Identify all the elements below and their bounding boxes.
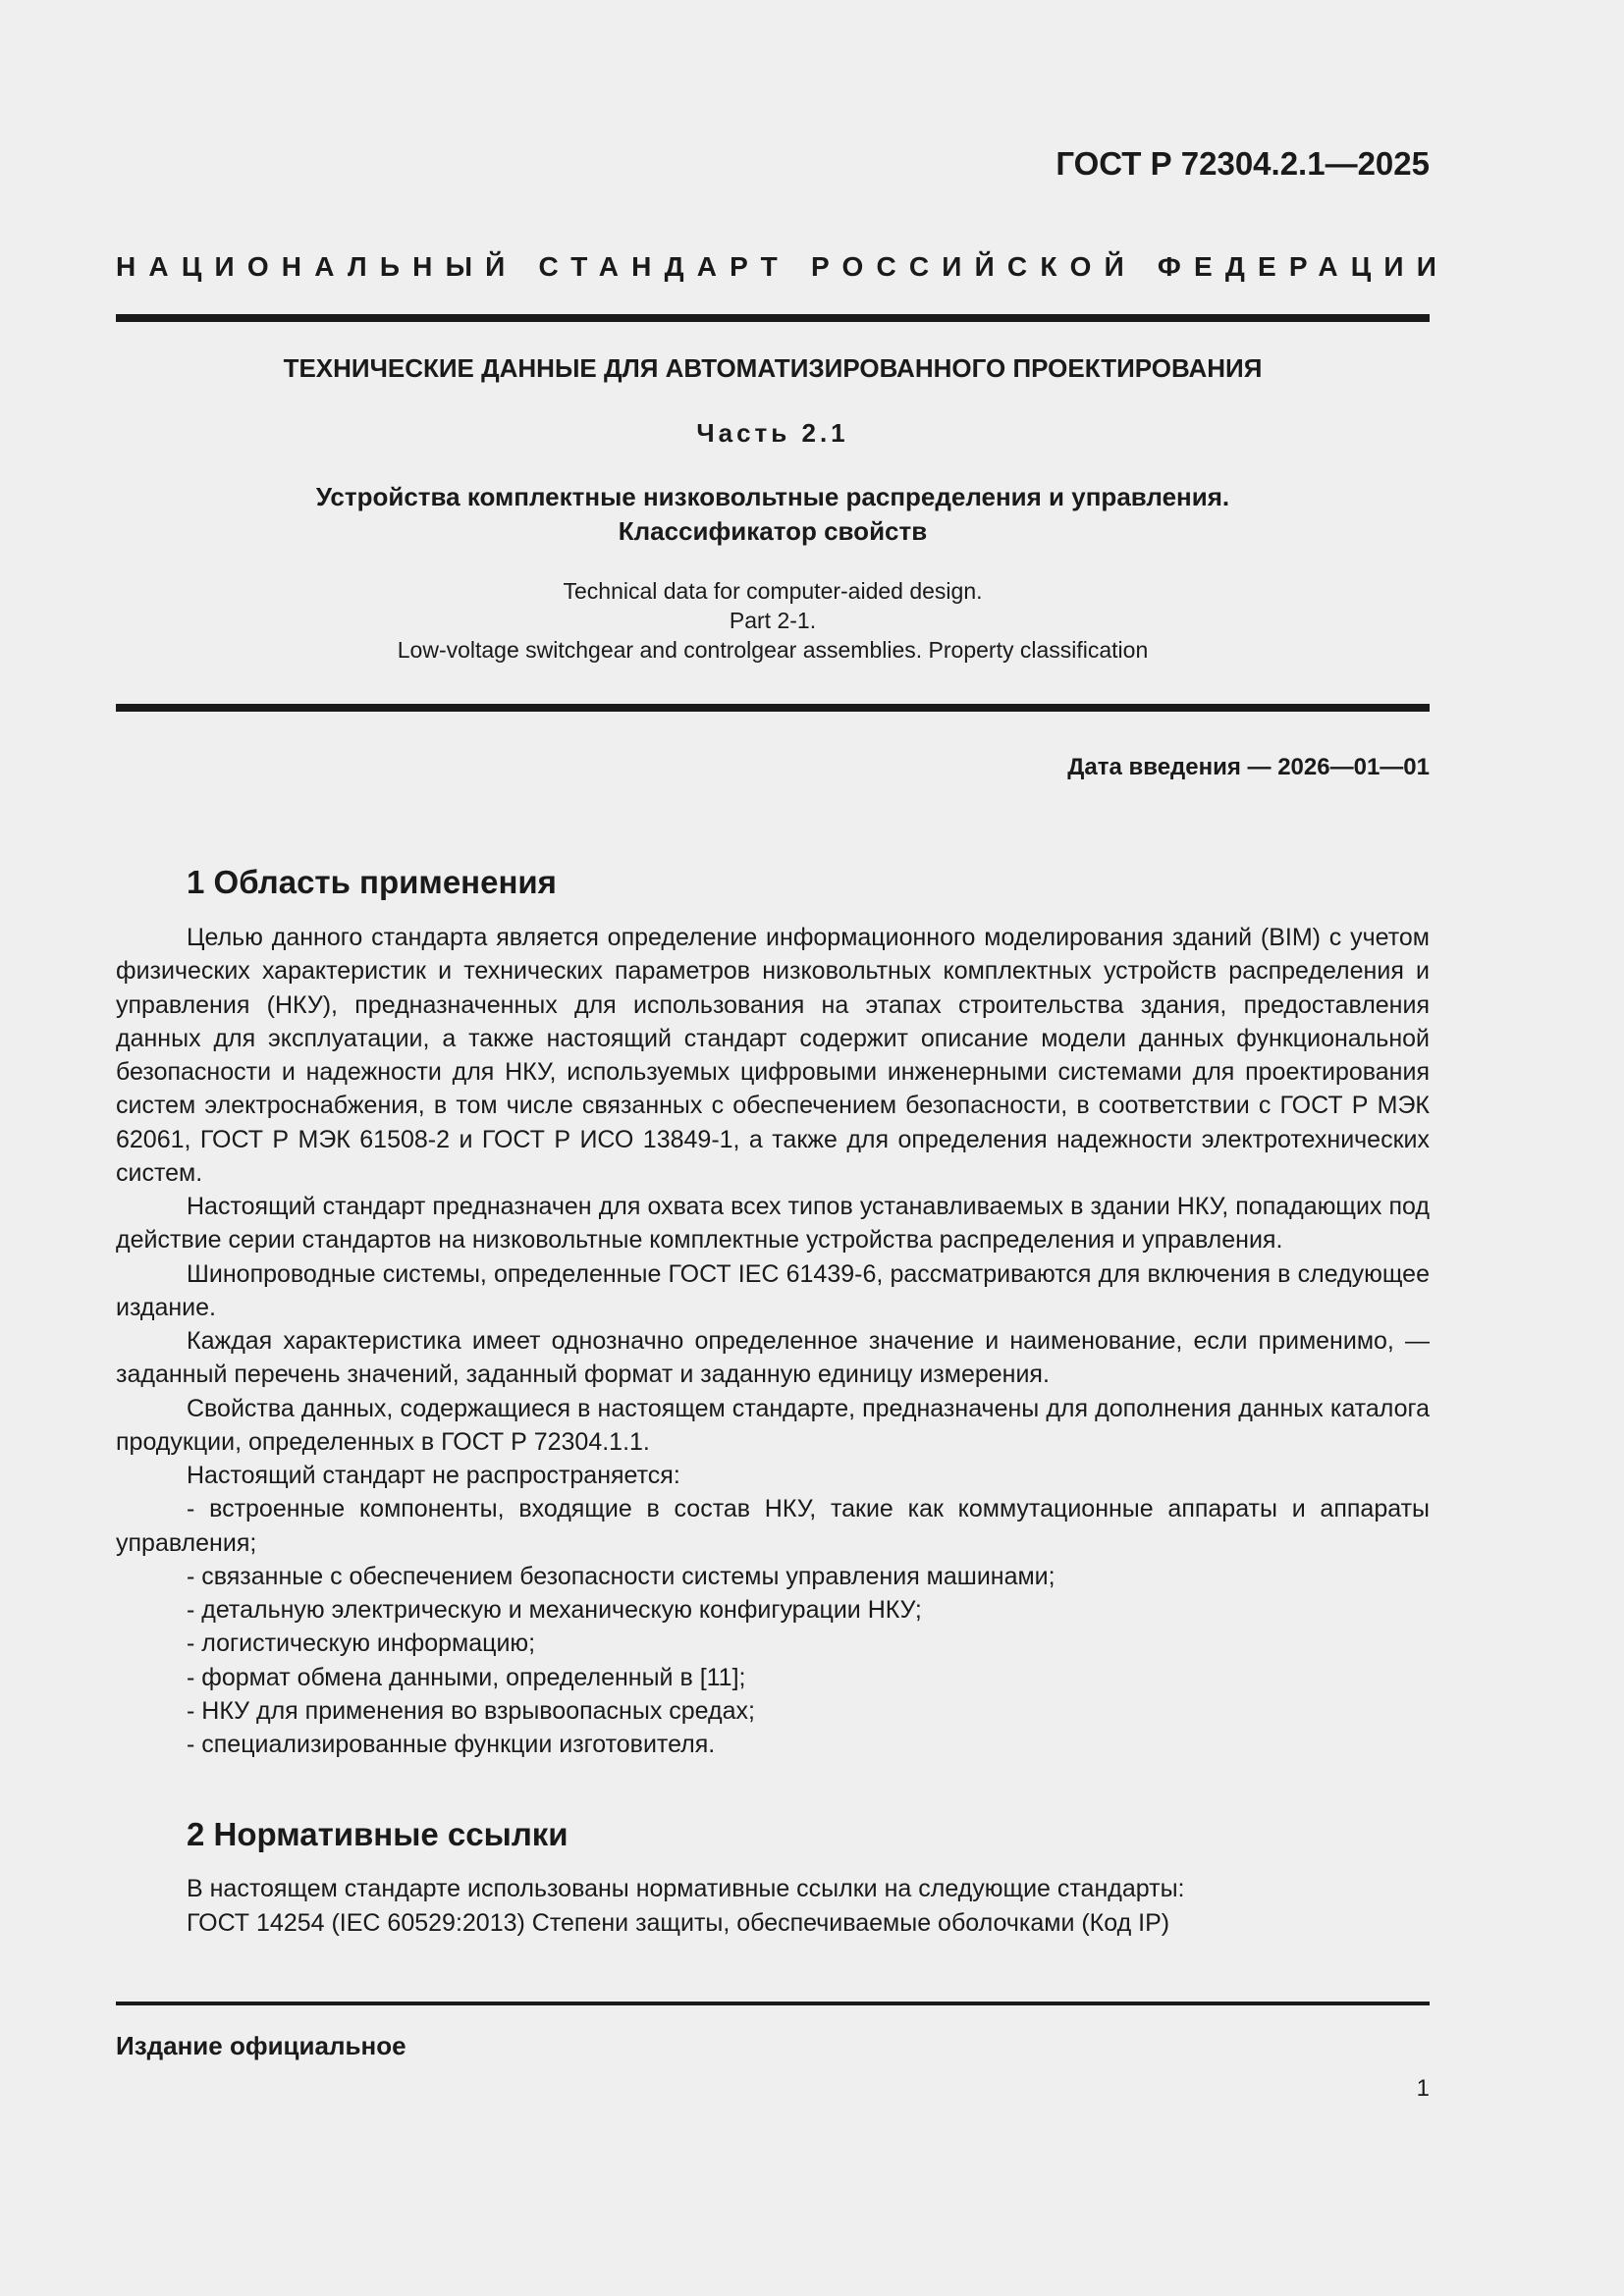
subtitle-line-2: Классификатор свойств <box>618 516 928 546</box>
section-1-heading: 1 Область применения <box>187 864 557 900</box>
english-title-line-2: Part 2-1. <box>729 608 817 633</box>
exclusion-item: - формат обмена данными, определенный в [11]; <box>187 1663 746 1691</box>
exclusion-item: - логистическую информацию; <box>187 1629 536 1658</box>
scope-paragraph: Шинопроводные системы, определенные ГОСТ IEC 61439-6, рассматриваются для включения в следующее издание. <box>116 1259 1430 1321</box>
title-divider <box>116 704 1430 712</box>
scope-paragraph: Целью данного стандарта является определение информационного моделирования зданий (BIM) с учетом физических характеристик и технических параметров низковольтных комплектных устройств распределения и управления (НКУ), предназначенных для использования на этапах строительства здания, предоставления данных для эксплуатации, а также настоящий стандарт содержит описание модели данных функциональной безопасности и надежности для НКУ, используемых цифровыми инженерными системами для проектирования систем электроснабжения, в том числе связанных с обеспечением безопасности, в соответствии с ГОСТ Р МЭК 62061, ГОСТ Р МЭК 61508-2 и ГОСТ Р ИСО 13849-1, а также для определения надежности электротехнических систем. <box>116 924 1430 1187</box>
exclusion-item: - детальную электрическую и механическую конфигурации НКУ; <box>187 1596 922 1624</box>
reference-item: ГОСТ 14254 (IEC 60529:2013) Степени защиты, обеспечиваемые оболочками (Код IP) <box>187 1908 1170 1937</box>
exclusion-item: - связанные с обеспечением безопасности системы управления машинами; <box>187 1562 1056 1590</box>
english-title-line-1: Technical data for computer-aided design. <box>563 578 983 604</box>
exclusion-item: - встроенные компоненты, входящие в состав НКУ, такие как коммутационные аппараты и аппараты управления; <box>116 1495 1430 1557</box>
scope-paragraph: Настоящий стандарт предназначен для охвата всех типов устанавливаемых в здании НКУ, попадающих под действие серии стандартов на низковольтные комплектные устройства распределения и управления. <box>116 1193 1430 1255</box>
footer-divider <box>116 2002 1430 2005</box>
references-intro: В настоящем стандарте использованы нормативные ссылки на следующие стандарты: <box>187 1875 1185 1902</box>
english-title <box>116 576 1430 665</box>
document-title: ТЕХНИЧЕСКИЕ ДАННЫЕ ДЛЯ АВТОМАТИЗИРОВАННОГО ПРОЕКТИРОВАНИЯ <box>283 353 1263 383</box>
scope-paragraph: Свойства данных, содержащиеся в настоящем стандарте, предназначены для дополнения данных каталога продукции, определенных в ГОСТ Р 72304.1.1. <box>116 1394 1430 1456</box>
standard-designation: ГОСТ Р 72304.2.1—2025 <box>1056 145 1430 182</box>
section-2-heading: 2 Нормативные ссылки <box>187 1816 568 1852</box>
introduction-date: Дата введения — 2026—01—01 <box>1067 754 1430 780</box>
top-divider <box>116 314 1430 322</box>
section-1-body <box>116 921 1430 1761</box>
part-number: Часть 2.1 <box>696 418 849 448</box>
subtitle-line-1: Устройства комплектные низковольтные распределения и управления. <box>315 482 1230 511</box>
document-subtitle <box>116 480 1430 549</box>
scope-paragraph: Каждая характеристика имеет однозначно определенное значение и наименование, если применимо, — заданный перечень значений, заданный формат и заданную единицу измерения. <box>116 1327 1430 1389</box>
exclusion-item: - специализированные функции изготовителя. <box>187 1731 716 1758</box>
scope-paragraph: Настоящий стандарт не распространяется: <box>187 1462 680 1489</box>
english-title-line-3: Low-voltage switchgear and controlgear assemblies. Property classification <box>397 637 1149 663</box>
section-2-body <box>187 1872 1184 1940</box>
national-standard-banner: НАЦИОНАЛЬНЫЙ СТАНДАРТ РОССИЙСКОЙ ФЕДЕРАЦИИ <box>116 251 1450 282</box>
exclusion-item: - НКУ для применения во взрывоопасных средах; <box>187 1696 755 1725</box>
page-number: 1 <box>1416 2075 1430 2102</box>
official-edition-label: Издание официальное <box>116 2031 406 2060</box>
